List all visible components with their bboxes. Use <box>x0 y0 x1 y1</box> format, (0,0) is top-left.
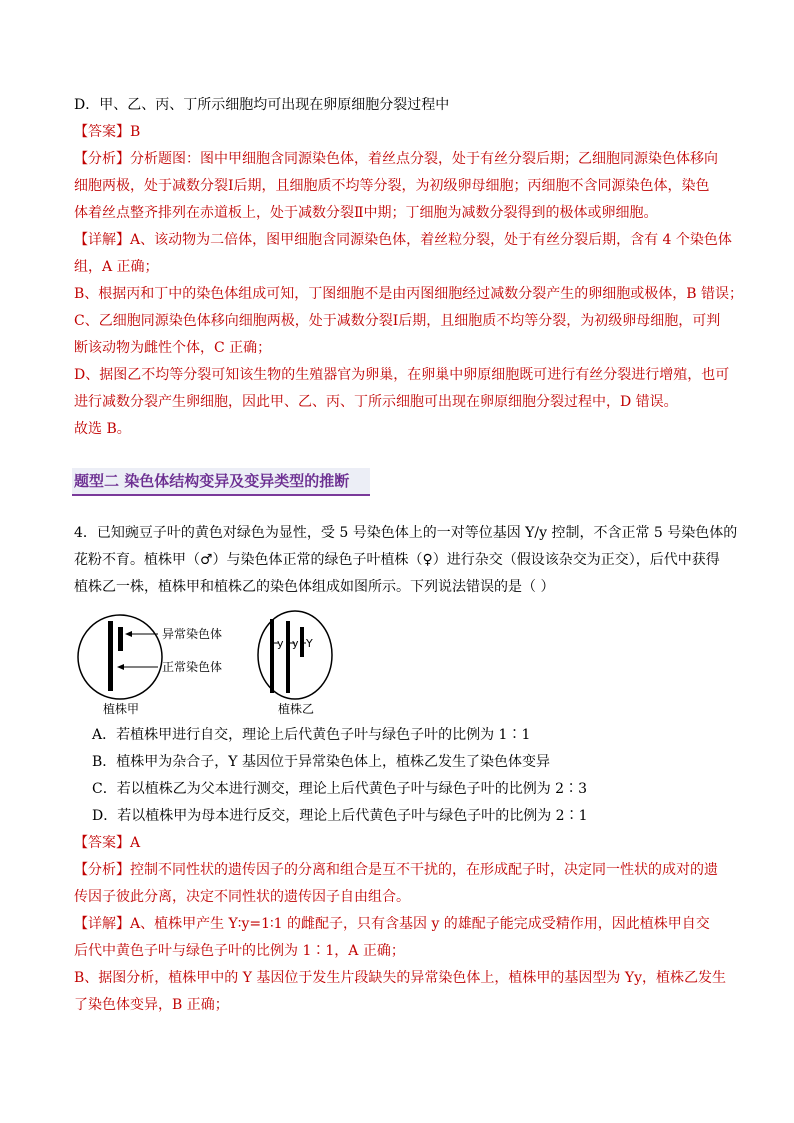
question-stem: 花粉不育。植株甲（♂）与染色体正常的绿色子叶植株（♀）进行杂交（假设该杂交为正交），后代中获得 <box>74 552 720 568</box>
label-normal: 正常染色体 <box>162 660 223 674</box>
answer-label: 【答案】B <box>74 124 141 140</box>
analysis-line: 【分析】控制不同性状的遗传因子的分离和组合是互不干扰的，在形成配子时，决定同一性状的成对的遗 <box>74 862 718 878</box>
chromosome-figure <box>70 605 340 720</box>
explanation-line: 组，A 正确； <box>74 259 159 275</box>
gene-label-y: y <box>292 637 299 650</box>
explanation-line: 【详解】A、该动物为二倍体，图甲细胞含同源染色体，着丝粒分裂，处于有丝分裂后期，含有 4 个染色体 <box>74 232 732 248</box>
gene-label-Y: Y <box>306 637 313 650</box>
analysis-line: 体着丝点整齐排列在赤道板上，处于减数分裂Ⅱ中期；丁细胞为减数分裂得到的极体或卵细胞。 <box>74 205 658 221</box>
arrowhead-normal <box>117 664 124 670</box>
cell-yi-outline <box>258 611 332 699</box>
explanation-line: 【详解】A、植株甲产生 Y∶y=1∶1 的雌配子，只有含基因 y 的雄配子能完成受精作用，因此植株甲自交 <box>74 916 710 932</box>
explanation-line: B、根据丙和丁中的染色体组成可知，丁图细胞不是由丙图细胞经过减数分裂产生的卵细胞或极体，B 错误； <box>74 286 744 302</box>
section-title: 题型二 染色体结构变异及变异类型的推断 <box>74 472 350 490</box>
chromosome-yi-1 <box>270 619 274 693</box>
gene-label-y: y <box>277 637 284 650</box>
conclusion-line: 故选 B。 <box>74 421 131 437</box>
explanation-line: D、据图乙不均等分裂可知该生物的生殖器官为卵巢，在卵巢中卵原细胞既可进行有丝分裂进行增殖，也可 <box>74 367 730 383</box>
chromosome-yi-3 <box>300 627 304 657</box>
explanation-line: B、据图分析，植株甲中的 Y 基因位于发生片段缺失的异常染色体上，植株甲的基因型为 Yy，植株乙发生 <box>74 970 727 986</box>
abnormal-chromosome <box>118 627 123 651</box>
explanation-line: 进行减数分裂产生卵细胞，因此甲、乙、丙、丁所示细胞可出现在卵原细胞分裂过程中，D 错误。 <box>74 394 678 410</box>
normal-chromosome <box>108 621 113 691</box>
explanation-line: 断该动物为雌性个体，C 正确； <box>74 340 272 356</box>
question-stem: 植株乙一株，植株甲和植株乙的染色体组成如图所示。下列说法错误的是（ ） <box>74 579 555 595</box>
analysis-line: 细胞两极，处于减数分裂Ⅰ后期，且细胞质不均等分裂，为初级卵母细胞；丙细胞不含同源染色体，染色 <box>74 178 710 194</box>
chromosome-yi-2 <box>286 621 290 693</box>
analysis-line: 传因子彼此分离，决定不同性状的遗传因子自由组合。 <box>74 889 410 905</box>
question-stem: 4．已知豌豆子叶的黄色对绿色为显性，受 5 号染色体上的一对等位基因 Y/y 控制，不含正常 5 号染色体的 <box>74 525 738 541</box>
caption-yi: 植株乙 <box>278 702 315 716</box>
explanation-line: C、乙细胞同源染色体移向细胞两极，处于减数分裂Ⅰ后期，且细胞质不均等分裂，为初级卵母细胞，可判 <box>74 313 721 329</box>
option-d-previous: D．甲、乙、丙、丁所示细胞均可出现在卵原细胞分裂过程中 <box>74 97 450 113</box>
arrowhead-abnormal <box>125 631 132 637</box>
explanation-line: 后代中黄色子叶与绿色子叶的比例为 1∶1，A 正确； <box>74 943 405 959</box>
label-abnormal: 异常染色体 <box>162 627 223 641</box>
option-b: B．植株甲为杂合子，Y 基因位于异常染色体上，植株乙发生了染色体变异 <box>92 754 550 770</box>
option-c: C．若以植株乙为父本进行测交，理论上后代黄色子叶与绿色子叶的比例为 2∶3 <box>92 781 587 797</box>
answer-label: 【答案】A <box>74 835 141 851</box>
analysis-line: 【分析】分析题图：图中甲细胞含同源染色体，着丝点分裂，处于有丝分裂后期；乙细胞同源染色体移向 <box>74 151 718 167</box>
explanation-line: 了染色体变异，B 正确； <box>74 997 229 1013</box>
caption-jia: 植株甲 <box>103 702 140 716</box>
option-a: A．若植株甲进行自交，理论上后代黄色子叶与绿色子叶的比例为 1∶1 <box>92 727 531 743</box>
option-d: D．若以植株甲为母本进行反交，理论上后代黄色子叶与绿色子叶的比例为 2∶1 <box>92 808 588 824</box>
